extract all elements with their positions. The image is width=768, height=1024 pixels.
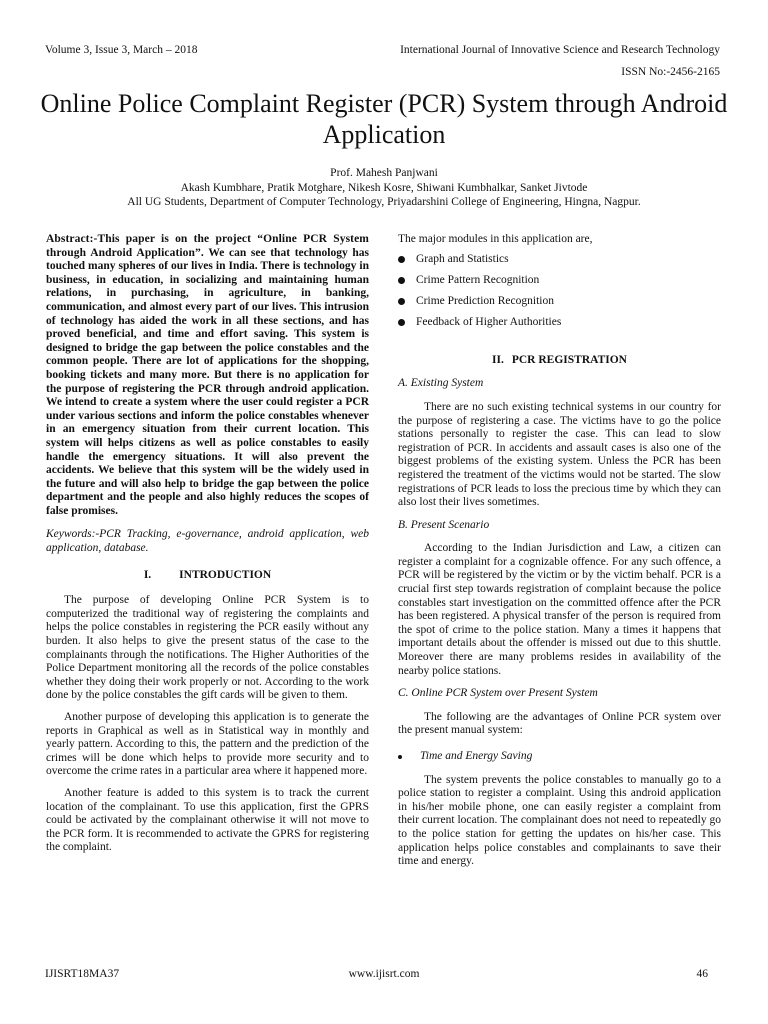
section-heading-pcr <box>398 354 721 368</box>
modules-intro: The major modules in this application are, <box>398 233 593 245</box>
section-title: PCR REGISTRATION <box>511 353 627 366</box>
intro-paragraph-2: Another purpose of developing this application is to generate the reports in Graphical as well as in Statistical way in monthly and yearly pattern. According to this, the pattern and the prediction of the crimes will be done which helps to provide more security and to overcome the crime rates in a particular area where it happened more. <box>46 711 369 778</box>
list-item: Feedback of Higher Authorities <box>398 316 721 330</box>
author-block <box>40 166 728 210</box>
bullet-icon <box>398 256 405 263</box>
subsection-present: B. Present Scenario <box>398 518 490 531</box>
modules-list <box>398 253 721 330</box>
bullet-icon <box>398 277 405 284</box>
list-item: Crime Pattern Recognition <box>398 274 721 288</box>
right-column <box>398 233 721 869</box>
paper-title: Online Police Complaint Register (PCR) System through Android Application <box>40 89 728 149</box>
intro-paragraph-1: The purpose of developing Online PCR System is to computerized the traditional way of registering the complaints and helps the police constables in registering the PCR easily without any burden. It also helps to give the present status of the case to the complainants through the notifications. The Higher Authorities of the Police Department monitoring all the records of the police constables whether they doing their work properly or not. According to the work done by the police constables the gift cards will be given to them. <box>46 594 369 702</box>
paper-id: IJISRT18MA37 <box>45 968 120 980</box>
section-title: INTRODUCTION <box>179 568 272 581</box>
list-item: Graph and Statistics <box>398 253 721 267</box>
bullet-icon <box>398 319 405 326</box>
journal-url[interactable]: www.ijisrt.com <box>348 968 420 980</box>
professor-name: Prof. Mahesh Panjwani <box>330 167 438 179</box>
affiliation: All UG Students, Department of Computer Technology, Priyadarshini College of Engineering, Hingna, Nagpur. <box>127 196 641 208</box>
bullet-icon <box>398 298 405 305</box>
student-names: Akash Kumbhare, Pratik Motghare, Nikesh Kosre, Shiwani Kumbhalkar, Sanket Jivtode <box>180 181 588 194</box>
existing-system-text: There are no such existing technical systems in our country for the purpose of registering a case. The victims have to go the police stations personally to register the case. This can lead to slow registration of PCR. In accidents and assault cases is also one of the biggest problems of the existing system. Unless the PCR has been registered the treatment of the victims would not be started. The slow registrations of PCR leads to loss the precious time by which they can also lost their lives sometimes. <box>398 400 721 509</box>
abstract-lead: Abstract:-This paper is on the project “Online PCR System through Android Application”. <box>46 233 369 259</box>
page-number: 46 <box>696 968 708 980</box>
advantage-text: The system prevents the police constables to manually go to a police station to register a complaint. Using this android application in his/her mobile phone, one can easily register a complaint from their current location. The complainant does not need to repeatedly go to the police station for getting the updates on his/her case. This application helps police constables and complainants to save their time and energy. <box>398 773 721 868</box>
volume-info: Volume 3, Issue 3, March – 2018 <box>45 44 198 56</box>
list-item: Crime Prediction Recognition <box>398 295 721 309</box>
left-column <box>46 233 369 855</box>
abstract-body: We can see that technology has touched many spheres of our lives in India. There is technology in business, in education, in socializing and maintaining human relations, in purchasing, in agriculture, in banking, communication, and almost every part of our lives. This intrusion of technology has aided the work in all these sections, and has proved beneficial, and time and effort saving. This system is designed to bridge the gap between the police constables and the common people. There are lot of applications for the shopping, booking tickets and many more. But there is no application for the purpose of registering the PCR through android application. We intend to create a system where the user could register a PCR under various sections and inform the police constables whenever in an emergency situation from their current location. This system will helps citizens as well as police constables to easily handle the emergency situations. It will also prevent the accidents. We believe that this system will be the widely used in the future and will also help to bridge the gap between the police department and the people and also highly reduces the scopes of false promises. <box>46 246 370 517</box>
online-system-text: The following are the advantages of Online PCR system over the present manual system: <box>398 710 721 737</box>
bullet-icon <box>398 755 402 759</box>
section-number: I. <box>143 568 152 581</box>
subsection-online: C. Online PCR System over Present System <box>398 687 598 700</box>
abstract <box>46 233 369 518</box>
subsection-existing: A. Existing System <box>398 377 484 390</box>
keywords: Keywords:-PCR Tracking, e-governance, android application, web application, database. <box>46 528 369 555</box>
issn: ISSN No:-2456-2165 <box>621 66 720 78</box>
section-heading-intro <box>46 569 369 583</box>
advantage-heading: Time and Energy Saving <box>398 750 721 764</box>
intro-paragraph-3: Another feature is added to this system is to track the current location of the complainant. To use this application, first the GPRS could be activated by the complainant otherwise it will not move to the PCR form. It is recommended to activate the GPRS for registering the complaint. <box>46 786 369 854</box>
present-scenario-text: According to the Indian Jurisdiction and Law, a citizen can register a complaint for a cognizable offence. For any such offence, a PCR will be registered by the victim or by the victim behalf. PCR is a crucial first step towards registration of complaint because the police constables start investigation on the committed offence after the PCR has been registered. A physical transfer of the person is required from the spot of crime to the police station. Many a times it happens that important details about the offender is missed out due to this shuttle. Moreover there are many problems resides in availability of the nearby police stations. <box>398 542 721 677</box>
journal-name: International Journal of Innovative Science and Research Technology <box>400 44 720 56</box>
section-number: II. <box>492 353 504 366</box>
